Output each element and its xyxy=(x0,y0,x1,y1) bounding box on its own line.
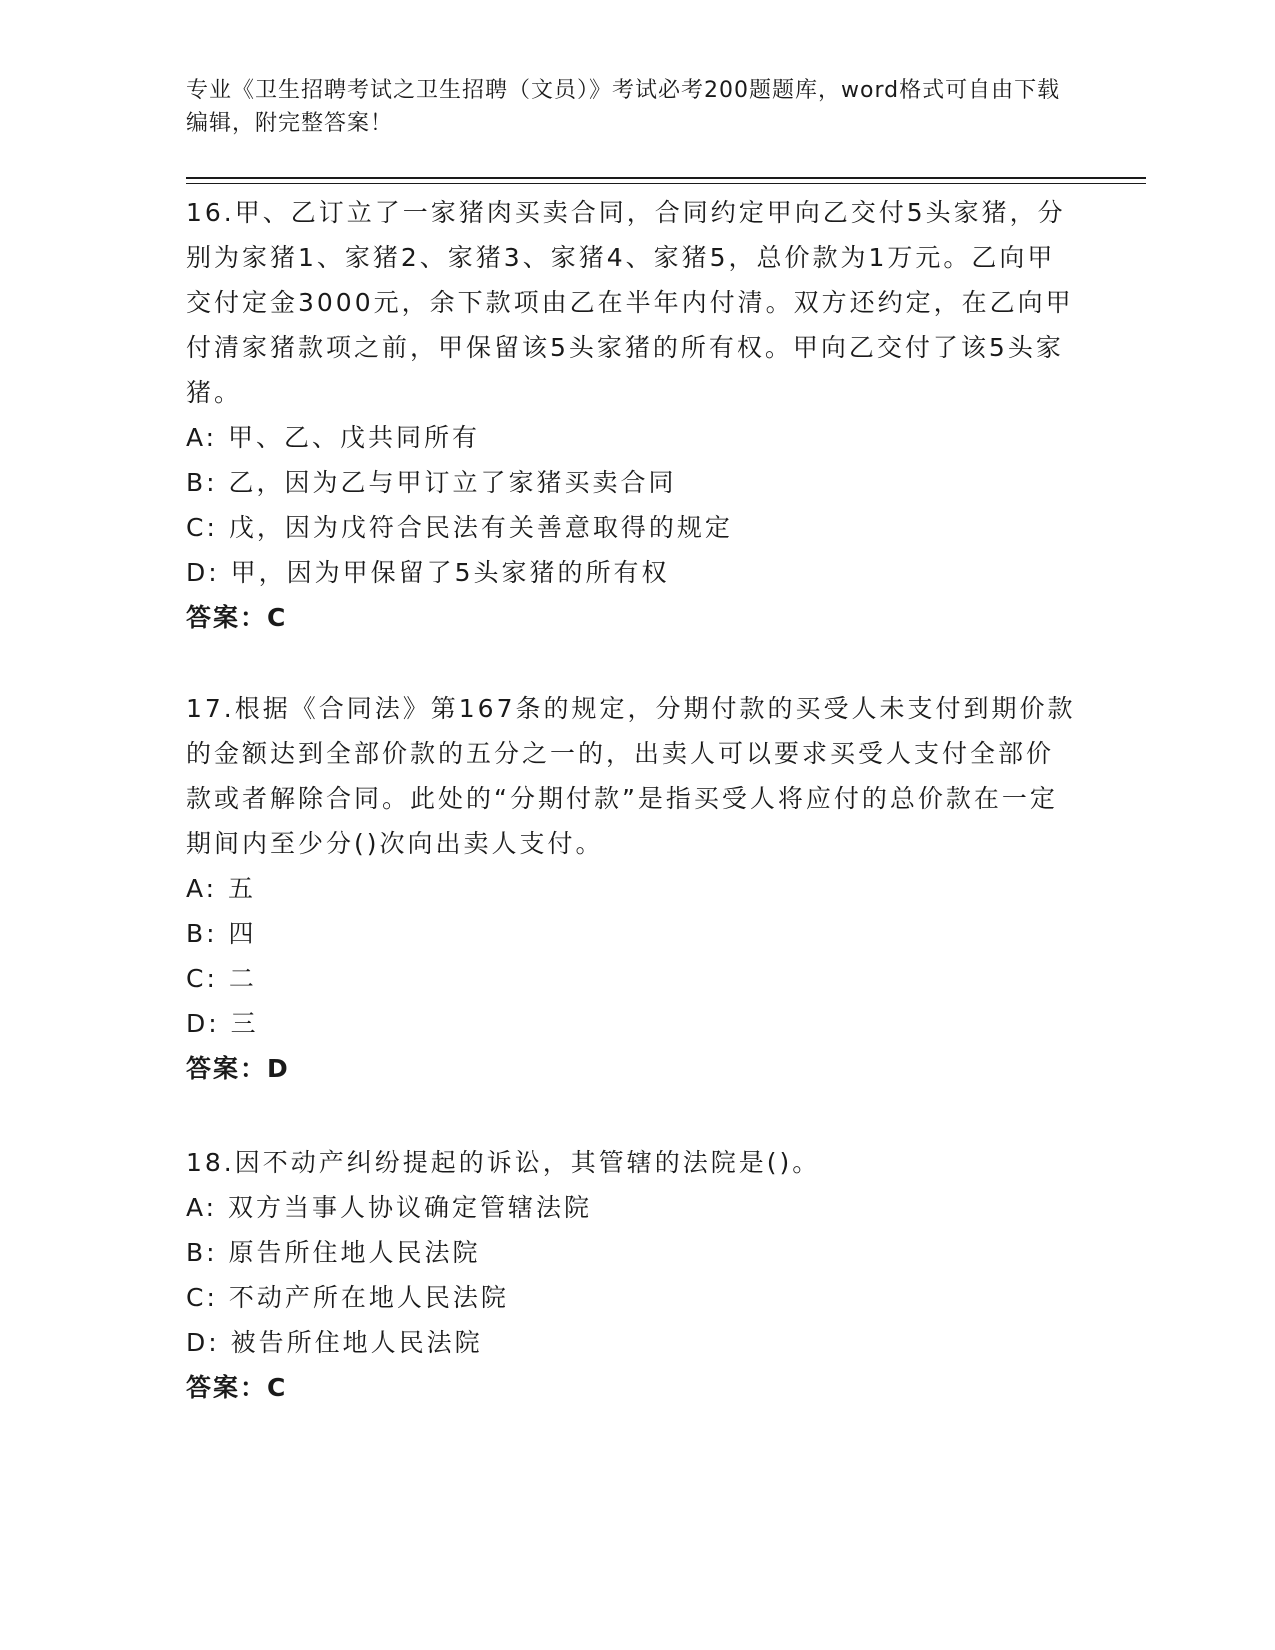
option-b: B: 原告所住地人民法院 xyxy=(186,1238,481,1267)
question-16 xyxy=(186,190,1076,640)
option-d: D: 被告所住地人民法院 xyxy=(186,1328,483,1357)
question-text: 18.因不动产纠纷提起的诉讼，其管辖的法院是()。 xyxy=(186,1148,821,1177)
option-a: A: 双方当事人协议确定管辖法院 xyxy=(186,1193,593,1222)
answer: 答案：C xyxy=(186,1373,288,1402)
option-c: C: 不动产所在地人民法院 xyxy=(186,1283,509,1312)
question-18 xyxy=(186,1140,1076,1410)
option-a: A: 五 xyxy=(186,874,257,903)
answer: 答案：C xyxy=(186,603,288,632)
header-divider-thin xyxy=(186,183,1146,184)
option-a: A: 甲、乙、戊共同所有 xyxy=(186,423,481,452)
header-divider-thick xyxy=(186,177,1146,179)
document-header: 专业《卫生招聘考试之卫生招聘（文员）》考试必考200题题库，word格式可自由下载编辑，附完整答案！ xyxy=(186,78,1061,136)
question-text: 16.甲、乙订立了一家猪肉买卖合同，合同约定甲向乙交付5头家猪，分别为家猪1、家猪2、家猪3、家猪4、家猪5，总价款为1万元。乙向甲交付定金3000元，余下款项由乙在半年内付清。双方还约定，在乙向甲付清家猪款项之前，甲保留该5头家猪的所有权。甲向乙交付了该5头家猪。 xyxy=(186,198,1074,407)
option-c: C: 戊，因为戊符合民法有关善意取得的规定 xyxy=(186,513,733,542)
option-c: C: 二 xyxy=(186,964,257,993)
option-d: D: 甲，因为甲保留了5头家猪的所有权 xyxy=(186,558,670,587)
question-17 xyxy=(186,686,1076,1091)
answer: 答案：D xyxy=(186,1054,290,1083)
option-b: B: 四 xyxy=(186,919,257,948)
option-b: B: 乙，因为乙与甲订立了家猪买卖合同 xyxy=(186,468,677,497)
question-text: 17.根据《合同法》第167条的规定，分期付款的买受人未支付到期价款的金额达到全部价款的五分之一的，出卖人可以要求买受人支付全部价款或者解除合同。此处的“分期付款”是指买受人将应付的总价款在一定期间内至少分()次向出卖人支付。 xyxy=(186,694,1076,858)
option-d: D: 三 xyxy=(186,1009,259,1038)
